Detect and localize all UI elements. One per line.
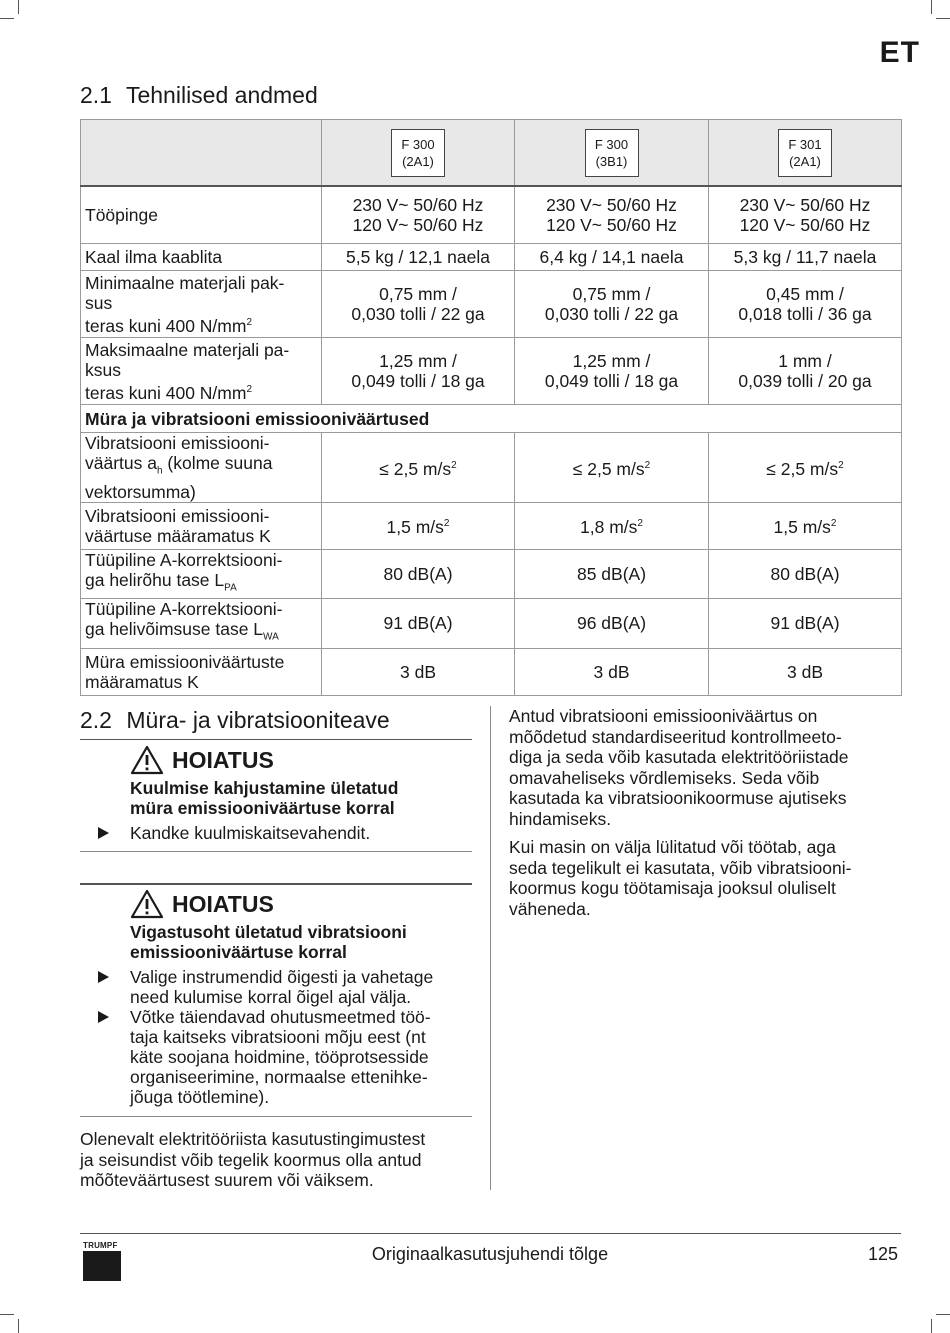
warning-title: HOIATUS: [172, 890, 274, 917]
warning-vibration: [80, 889, 472, 1107]
row-label: Müra emissiooniväärtuste määramatus K: [81, 648, 322, 695]
page-number: 125: [867, 1244, 898, 1264]
section-title: Müra- ja vibratsiooniteave: [126, 707, 390, 733]
row-label: Kaal ilma kaablita: [81, 244, 322, 271]
section-heading-technical-data: [80, 82, 318, 109]
column-divider: [490, 706, 491, 1190]
warning-triangle-icon: [130, 745, 164, 775]
warning-bullet: Võtke täiendavad ohutusmeetmed töö- taja kaitseks vibratsiooni mõju eest (nt käte soojana hoidmine, tööprotsesside organiseerimine, normaalse ettenihke- jõuga töötlemine).: [130, 1007, 472, 1107]
section-title: Tehnilised andmed: [125, 82, 318, 108]
divider: [80, 851, 472, 852]
row-label: Tüüpiline A-korrektsiooni- ga helirõhu tase $L_{PA}$: [81, 549, 322, 599]
crop-mark: [18, 0, 19, 14]
technical-data-table: [80, 119, 902, 696]
warning-subtitle: Vigastusoht ületatud vibratsiooni emissiooniväärtuse korral: [130, 922, 407, 962]
table-row-weight: Kaal ilma kaablita 5,5 kg / 12,1 naela 6,4 kg / 14,1 naela 5,3 kg / 11,7 naela: [81, 244, 902, 271]
warning-bullet: Kandke kuulmiskaitsevahendit.: [130, 823, 472, 843]
crop-mark: [18, 1319, 19, 1333]
footer-title: Originaalkasutusjuhendi tõlge: [371, 1244, 609, 1264]
section-number: 2.2: [80, 707, 112, 733]
table-row-max-thickness: Maksimaalne materjali pa- ksus teras kuni 400 $N/mm^2$ 1,25 mm / 0,049 tolli / 18 ga 1,25 mm / 0,049 tolli / 18 ga 1 mm / 0,039 tolli / 20 ga: [81, 338, 902, 405]
section-heading-noise-info: [80, 707, 390, 734]
warning-subtitle: Kuulmise kahjustamine ületatud müra emissiooniväärtuse korral: [130, 778, 399, 818]
bullet-arrow-icon: [98, 827, 109, 839]
table-row-noise-uncertainty: Müra emissiooniväärtuste määramatus K 3 dB 3 dB 3 dB: [81, 648, 902, 695]
footer-rule: [80, 1233, 901, 1234]
table-row-sound-power: Tüüpiline A-korrektsiooni- ga helivõimsuse tase $L_{WA}$ 91 dB(A) 96 dB(A) 91 dB(A): [81, 599, 902, 649]
right-paragraph-1: Antud vibratsiooni emissiooniväärtus on mõõdetud standardiseeritud kontrollmeeto- diga ja seda võib kasutada elektritööriistade omavaheliseks võrdlemiseks. Seda võib kasutada ka vibratsioonikoormuse ajutiseks hindamiseks.: [509, 706, 849, 829]
table-row-sound-pressure: Tüüpiline A-korrektsiooni- ga helirõhu tase $L_{PA}$ 80 dB(A) 85 dB(A) 80 dB(A): [81, 549, 902, 599]
crop-mark: [931, 1319, 932, 1333]
warning-bullet: Valige instrumendid õigesti ja vahetage need kulumise korral õigel ajal välja.: [130, 967, 472, 1007]
crop-mark: [931, 0, 932, 14]
warning-title: HOIATUS: [172, 746, 274, 773]
table-header-empty: [81, 120, 322, 187]
warning-hearing: [80, 745, 472, 843]
warning-triangle-icon: [130, 889, 164, 919]
crop-mark: [0, 18, 14, 19]
table-row-min-thickness: Minimaalne materjali pak- sus teras kuni 400 $N/mm^2$ 0,75 mm / 0,030 tolli / 22 ga 0,75 mm / 0,030 tolli / 22 ga 0,45 mm / 0,018 tolli / 36 ga: [81, 271, 902, 338]
divider: [80, 883, 472, 885]
crop-mark: [0, 1314, 14, 1315]
bullet-arrow-icon: [98, 1011, 109, 1023]
trumpf-logo: TRUMPF: [83, 1241, 121, 1281]
left-paragraph: Olenevalt elektritööriista kasutustingimustest ja seisundist võib tegelik koormus olla antud mõõteväärtusest suurem või väiksem.: [80, 1129, 426, 1190]
table-section-header: Müra ja vibratsiooni emissiooniväärtused: [81, 405, 902, 433]
row-label: Tüüpiline A-korrektsiooni- ga helivõimsuse tase $L_{WA}$: [81, 599, 322, 649]
table-header-row: [81, 120, 902, 187]
row-label: Vibratsiooni emissiooni- väärtus $a_h$ (kolme suuna vektorsumma): [81, 433, 322, 503]
crop-mark: [936, 18, 950, 19]
table-row-vibration: Vibratsiooni emissiooni- väärtus $a_h$ (kolme suuna vektorsumma) ≤ 2,5 $m/s^2$ ≤ 2,5 $m/s^2$ ≤ 2,5 $m/s^2$: [81, 433, 902, 503]
table-row-vibration-uncertainty: Vibratsiooni emissiooni- väärtuse määramatus K 1,5 $m/s^2$ 1,8 $m/s^2$ 1,5 $m/s^2$: [81, 502, 902, 549]
row-label: Vibratsiooni emissiooni- väärtuse määramatus K: [81, 502, 322, 549]
bullet-arrow-icon: [98, 971, 109, 983]
section-number: 2.1: [80, 82, 112, 108]
row-label: Maksimaalne materjali pa- ksus teras kuni 400 $N/mm^2$: [81, 338, 322, 405]
model-badge: F 301 (2A1): [778, 129, 832, 177]
language-tag: ET: [879, 36, 920, 69]
divider: [80, 1116, 472, 1117]
right-paragraph-2: Kui masin on välja lülitatud või töötab, aga seda tegelikult ei kasutata, võib vibratsiooni- koormus kogu töötamisaja jooksul oluliselt väheneda.: [509, 837, 852, 919]
model-badge: F 300 (2A1): [391, 129, 445, 177]
divider: [80, 739, 472, 740]
model-badge: F 300 (3B1): [585, 129, 639, 177]
row-label: Tööpinge: [81, 186, 322, 244]
crop-mark: [936, 1314, 950, 1315]
table-row-voltage: Tööpinge 230 V~ 50/60 Hz 120 V~ 50/60 Hz 230 V~ 50/60 Hz 120 V~ 50/60 Hz 230 V~ 50/60 Hz 120 V~ 50/60 Hz: [81, 186, 902, 244]
row-label: Minimaalne materjali pak- sus teras kuni 400 $N/mm^2$: [81, 271, 322, 338]
